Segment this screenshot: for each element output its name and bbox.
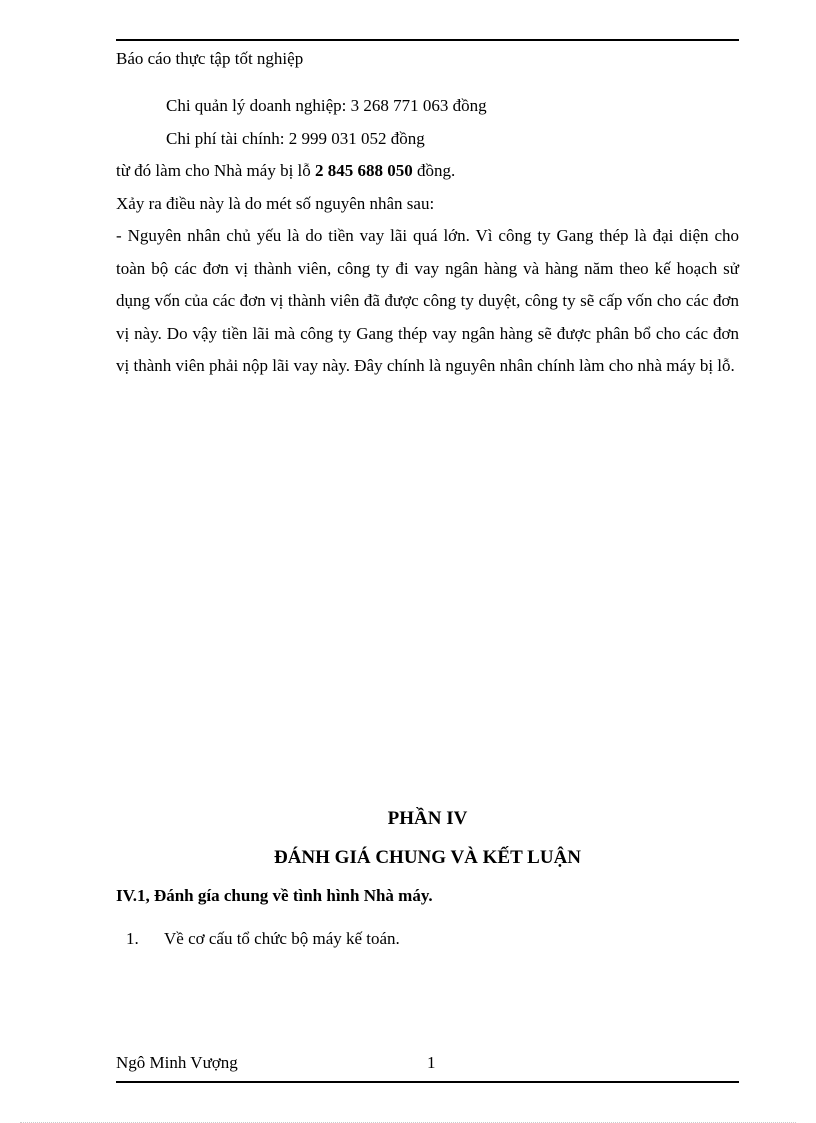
body-text [116, 90, 739, 383]
loss-amount: 2 845 688 050 [315, 161, 413, 180]
footer-rule [116, 1081, 739, 1083]
part-title: PHẦN IV [387, 808, 468, 829]
footer-author: Ngô Minh Vượng [116, 1053, 238, 1072]
header-rule [116, 39, 739, 41]
section-heading: IV.1, Đánh gía chung về tình hình Nhà máy. [116, 886, 433, 905]
expense-line-management: Chi quản lý doanh nghiệp: 3 268 771 063 đồng [166, 96, 487, 115]
causes-intro: Xảy ra điều này là do mét số nguyên nhân sau: [116, 193, 435, 213]
running-header: Báo cáo thực tập tốt nghiệp [116, 49, 304, 68]
loss-line-prefix: từ đó làm cho Nhà máy bị lỗ [116, 161, 316, 180]
page-number: 1 [427, 1053, 436, 1072]
list-item-text: Về cơ cấu tổ chức bộ máy kế toán. [164, 929, 400, 948]
part-subtitle: ĐÁNH GIÁ CHUNG VÀ KẾT LUẬN [273, 847, 582, 868]
cause-paragraph: - Nguyên nhân chủ yếu là do tiền vay lãi quá lớn. Vì công ty Gang thép là đại diện cho toàn bộ các đơn vị thành viên, công ty đi vay ngân hàng và hàng năm theo kế hoạch sử dụng vốn của các đơn vị thành viên đã được công ty duyệt, công ty sẽ cấp vốn cho các đơn vị này. Do vậy tiền lãi mà công ty Gang thép vay ngân hàng sẽ được phân bổ cho các đơn vị thành viên phải nộp lãi vay này. Đây chính là nguyên nhân chính làm cho nhà máy bị lỗ. [116, 226, 739, 375]
loss-line [116, 155, 739, 188]
list-item-number: 1. [126, 929, 139, 948]
expense-line-financial: Chi phí tài chính: 2 999 031 052 đồng [166, 128, 425, 148]
list-item [126, 929, 400, 949]
loss-line-suffix: đồng. [412, 161, 456, 180]
